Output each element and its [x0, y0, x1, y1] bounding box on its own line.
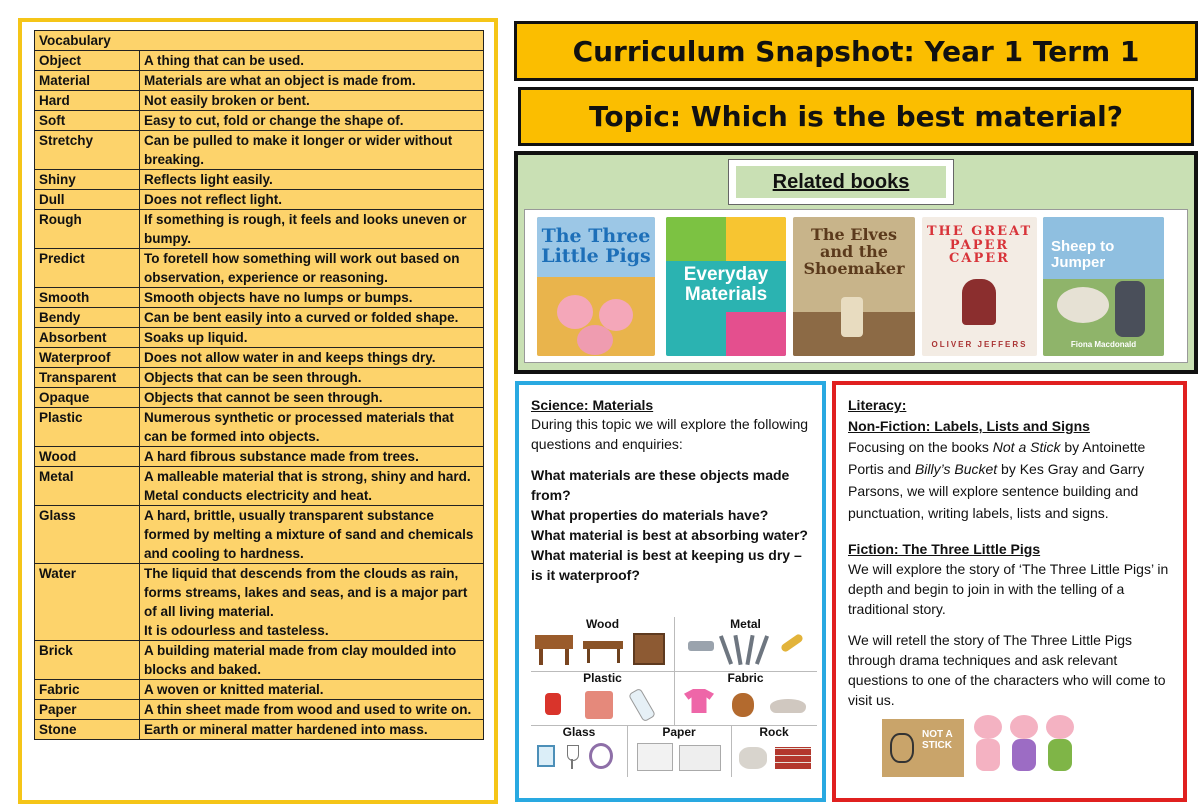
vocabulary-definition: A malleable material that is strong, shiny and hard. Metal conducts electricity and heat. [140, 467, 484, 506]
vocabulary-definition: A woven or knitted material. [140, 680, 484, 700]
window-picture [537, 745, 555, 767]
pig-picture [1044, 715, 1076, 775]
brick-wall-picture [775, 747, 811, 769]
vocabulary-row [35, 368, 484, 388]
science-question: What material is best at keeping us dry – is it waterproof? [531, 547, 802, 583]
rock-picture [739, 747, 767, 769]
vocabulary-term: Waterproof [35, 348, 140, 368]
vocabulary-definition: Not easily broken or bent. [140, 91, 484, 111]
vocabulary-row [35, 680, 484, 700]
vocabulary-row [35, 348, 484, 368]
vocabulary-table [34, 30, 484, 740]
vocabulary-definition: If something is rough, it feels and looks uneven or bumpy. [140, 210, 484, 249]
vocabulary-term: Brick [35, 641, 140, 680]
vocabulary-row [35, 328, 484, 348]
teddy-bear-picture [732, 693, 754, 717]
tap-picture [688, 641, 714, 651]
vocabulary-row [35, 408, 484, 447]
vocabulary-term: Glass [35, 506, 140, 564]
book-cover-great-paper-caper [922, 217, 1037, 356]
vocabulary-definition: To foretell how something will work out based on observation, experience or reasoning. [140, 249, 484, 288]
topic-title: Topic: Which is the best material? [518, 87, 1194, 146]
vocabulary-term: Water [35, 564, 140, 641]
vocabulary-row [35, 720, 484, 740]
vocabulary-row [35, 190, 484, 210]
vocabulary-row [35, 641, 484, 680]
vocabulary-term: Plastic [35, 408, 140, 447]
key-picture [780, 633, 804, 653]
vocabulary-definition: A thin sheet made from wood and used to write on. [140, 700, 484, 720]
pig-picture [1008, 715, 1040, 775]
container-picture [585, 691, 613, 719]
retell-text: We will retell the story of The Three Little Pigs through drama techniques and ask relevant questions to one of the characters who will come to visit us. [848, 632, 1166, 708]
nonfiction-heading: Non-Fiction: Labels, Lists and Signs [848, 418, 1090, 434]
nonfiction-text: Focusing on the books Not a Stick by Antoinette Portis and Billy’s Bucket by Kes Gray and Garry Parsons, we will explore sentence building and punctuation, writing labels, lists and signs. [848, 439, 1146, 521]
vocabulary-term: Smooth [35, 288, 140, 308]
book-covers-strip [524, 209, 1188, 363]
vocabulary-row [35, 506, 484, 564]
vocabulary-definition: Soaks up liquid. [140, 328, 484, 348]
fiction-heading: Fiction: The Three Little Pigs [848, 541, 1041, 557]
book-cover-title: The Elves and the Shoemaker [803, 225, 905, 278]
vocabulary-term: Predict [35, 249, 140, 288]
vocabulary-row [35, 51, 484, 71]
vocabulary-definition: Smooth objects have no lumps or bumps. [140, 288, 484, 308]
wine-glass-picture [567, 745, 579, 761]
vocabulary-term: Metal [35, 467, 140, 506]
book-cover-sheep-to-jumper [1043, 217, 1164, 356]
vocabulary-definition: Does not allow water in and keeps things dry. [140, 348, 484, 368]
related-books-heading-box [728, 159, 954, 205]
vocabulary-term: Shiny [35, 170, 140, 190]
vocabulary-definition: Materials are what an object is made from. [140, 71, 484, 91]
book-cover-everyday-materials [666, 217, 786, 356]
vocabulary-row [35, 111, 484, 131]
material-label: Fabric [727, 671, 764, 685]
vocabulary-definition: Reflects light easily. [140, 170, 484, 190]
vocabulary-term: Bendy [35, 308, 140, 328]
not-a-stick-cover [882, 719, 964, 777]
science-question: What properties do materials have? [531, 507, 769, 523]
vocabulary-row [35, 447, 484, 467]
vocabulary-term: Dull [35, 190, 140, 210]
vocabulary-row [35, 467, 484, 506]
vocabulary-definition: Numerous synthetic or processed materials that can be formed into objects. [140, 408, 484, 447]
vocabulary-definition: Objects that can be seen through. [140, 368, 484, 388]
vocabulary-row [35, 131, 484, 170]
toy-figure-picture [545, 693, 561, 715]
book-cover-title: THE GREAT PAPER CAPER [926, 224, 1033, 267]
materials-picture-grid [531, 617, 817, 777]
vocabulary-row [35, 700, 484, 720]
vocabulary-definition: A hard, brittle, usually transparent substance formed by melting a mixture of sand and chemicals and cooling to hardness. [140, 506, 484, 564]
vocabulary-term: Fabric [35, 680, 140, 700]
material-cell-glass [531, 725, 628, 777]
vocabulary-definition: A hard fibrous substance made from trees. [140, 447, 484, 467]
material-label: Metal [730, 617, 761, 631]
vocabulary-definition: Objects that cannot be seen through. [140, 388, 484, 408]
vocabulary-term: Absorbent [35, 328, 140, 348]
related-books-panel [514, 151, 1198, 374]
vocabulary-header-row [35, 31, 484, 51]
material-cell-paper [627, 725, 732, 777]
vocabulary-panel [18, 18, 498, 804]
vocabulary-term: Material [35, 71, 140, 91]
vocabulary-row [35, 388, 484, 408]
science-panel [515, 381, 826, 802]
science-questions [531, 465, 816, 585]
vocabulary-definition: Can be bent easily into a curved or folded shape. [140, 308, 484, 328]
book-cover-title: Everyday Materials [683, 264, 769, 305]
literacy-heading: Literacy: [848, 397, 907, 413]
vocabulary-term: Stretchy [35, 131, 140, 170]
science-question: What materials are these objects made from? [531, 467, 790, 503]
book-cover-title: The Three Little Pigs [541, 225, 651, 267]
material-cell-plastic [531, 671, 675, 726]
book-cover-author: Fiona Macdonald [1070, 340, 1137, 349]
vocabulary-row [35, 288, 484, 308]
vocabulary-term: Transparent [35, 368, 140, 388]
material-cell-fabric [674, 671, 817, 726]
vocabulary-term: Wood [35, 447, 140, 467]
material-label: Glass [562, 725, 596, 739]
vocabulary-definition: Easy to cut, fold or change the shape of. [140, 111, 484, 131]
vocabulary-term: Stone [35, 720, 140, 740]
vocabulary-row [35, 249, 484, 288]
vocabulary-header: Vocabulary [35, 31, 484, 51]
book-cover-author: OLIVER JEFFERS [931, 340, 1028, 349]
table-picture [535, 635, 573, 649]
vocabulary-definition: Does not reflect light. [140, 190, 484, 210]
science-question: What material is best at absorbing water? [531, 527, 808, 543]
cabinet-picture [633, 633, 665, 665]
t-shirt-picture [684, 689, 714, 713]
vocabulary-row [35, 71, 484, 91]
vocabulary-term: Rough [35, 210, 140, 249]
material-cell-wood [531, 617, 675, 672]
book-cover-title: Sheep to Jumper [1051, 238, 1115, 271]
vocabulary-row [35, 210, 484, 249]
material-label: Plastic [583, 671, 622, 685]
pig-picture [972, 715, 1004, 775]
related-books-heading: Related books [736, 166, 946, 198]
fiction-text: We will explore the story of ‘The Three Little Pigs’ in depth and begin to join in with the telling of a traditional story. [848, 561, 1169, 617]
vocabulary-definition: Can be pulled to make it longer or wider without breaking. [140, 131, 484, 170]
literacy-panel [832, 381, 1187, 802]
page-title: Curriculum Snapshot: Year 1 Term 1 [514, 21, 1198, 81]
vocabulary-definition: A building material made from clay moulded into blocks and baked. [140, 641, 484, 680]
mirror-picture [589, 743, 613, 769]
material-label: Paper [662, 725, 696, 739]
vocabulary-row [35, 170, 484, 190]
vocabulary-term: Soft [35, 111, 140, 131]
material-label: Rock [759, 725, 789, 739]
vocabulary-term: Paper [35, 700, 140, 720]
vocabulary-row [35, 564, 484, 641]
book-cover-elves-shoemaker [793, 217, 915, 356]
science-intro: During this topic we will explore the following questions and enquiries: [531, 416, 809, 452]
vocabulary-term: Opaque [35, 388, 140, 408]
hat-picture [770, 699, 806, 713]
vocabulary-definition: Earth or mineral matter hardened into mass. [140, 720, 484, 740]
material-label: Wood [585, 617, 620, 631]
bottle-picture [628, 688, 656, 723]
book-cover-three-little-pigs [537, 217, 655, 356]
science-heading: Science: Materials [531, 397, 654, 413]
newspaper-picture [679, 745, 721, 771]
vocabulary-term: Hard [35, 91, 140, 111]
newspaper-picture [637, 743, 673, 771]
vocabulary-term: Object [35, 51, 140, 71]
vocabulary-row [35, 91, 484, 111]
vocabulary-definition: The liquid that descends from the clouds as rain, forms streams, lakes and seas, and is a major part of all living material. It is odourless and tasteless. [140, 564, 484, 641]
vocabulary-row [35, 308, 484, 328]
vocabulary-definition: A thing that can be used. [140, 51, 484, 71]
book-cover-title: NOT A STICK [922, 729, 953, 751]
material-cell-metal [674, 617, 817, 672]
material-cell-rock [731, 725, 817, 777]
bench-picture [583, 641, 623, 649]
